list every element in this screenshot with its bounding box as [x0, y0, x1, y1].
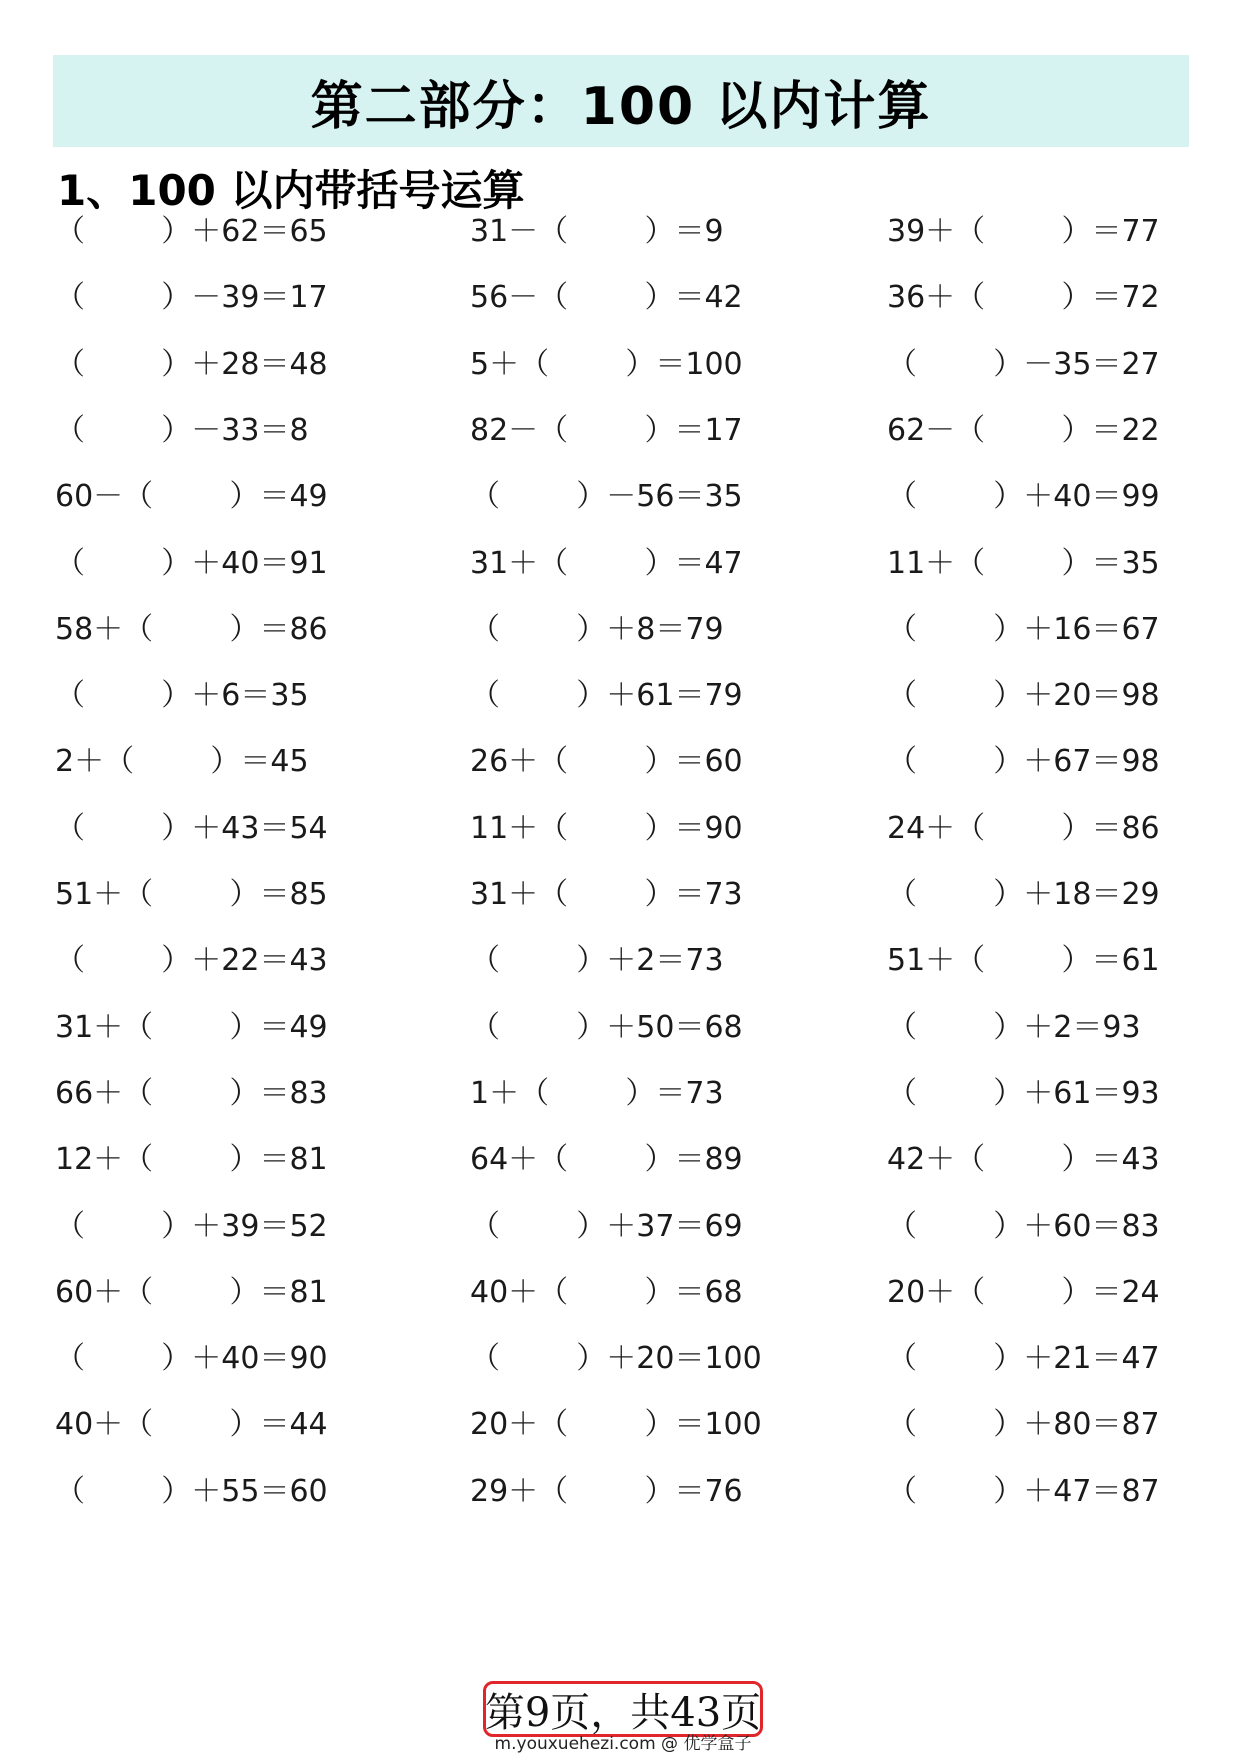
math-problem: （ ）＋6＝35 [55, 678, 309, 713]
section-heading: 1、100 以内带括号运算 [57, 166, 525, 215]
problem-row [0, 858, 1241, 932]
math-problem: 58＋（ ）＝86 [55, 612, 328, 647]
problem-row [0, 924, 1241, 998]
math-problem: （ ）－56＝35 [470, 479, 743, 514]
problem-row [0, 1388, 1241, 1462]
math-problem: （ ）＋16＝67 [887, 612, 1160, 647]
math-problem: 42＋（ ）＝43 [887, 1142, 1160, 1177]
problem-row [0, 1455, 1241, 1529]
math-problem: （ ）＋61＝93 [887, 1076, 1160, 1111]
watermark: m.youxuehezi.com @ 优学盒子 [494, 1734, 752, 1754]
math-problem: 40＋（ ）＝44 [55, 1407, 328, 1442]
math-problem: （ ）＋2＝93 [887, 1010, 1141, 1045]
math-problem: 31＋（ ）＝47 [470, 546, 743, 581]
problem-row [0, 1256, 1241, 1330]
math-problem: （ ）＋40＝90 [55, 1341, 328, 1376]
problem-row [0, 527, 1241, 601]
math-problem: 51＋（ ）＝85 [55, 877, 328, 912]
math-problem: （ ）＋47＝87 [887, 1474, 1160, 1509]
math-problem: 12＋（ ）＝81 [55, 1142, 328, 1177]
problem-row [0, 195, 1241, 269]
math-problem: 60－（ ）＝49 [55, 479, 328, 514]
math-problem: （ ）＋2＝73 [470, 943, 724, 978]
math-problem: （ ）＋67＝98 [887, 744, 1160, 779]
math-problem: （ ）＋20＝100 [470, 1341, 762, 1376]
math-problem: （ ）＋60＝83 [887, 1209, 1160, 1244]
math-problem: （ ）－35＝27 [887, 347, 1160, 382]
math-problem: 20＋（ ）＝100 [470, 1407, 762, 1442]
math-problem: （ ）＋43＝54 [55, 811, 328, 846]
math-problem: （ ）＋55＝60 [55, 1474, 328, 1509]
math-problem: （ ）－39＝17 [55, 280, 328, 315]
math-problem: （ ）＋22＝43 [55, 943, 328, 978]
math-problem: （ ）＋62＝65 [55, 214, 328, 249]
math-problem: 60＋（ ）＝81 [55, 1275, 328, 1310]
problem-row [0, 261, 1241, 335]
math-problem: （ ）－33＝8 [55, 413, 309, 448]
math-problem: （ ）＋18＝29 [887, 877, 1160, 912]
math-problem: （ ）＋8＝79 [470, 612, 724, 647]
math-problem: 11＋（ ）＝90 [470, 811, 743, 846]
math-problem: 31＋（ ）＝73 [470, 877, 743, 912]
math-problem: 2＋（ ）＝45 [55, 744, 309, 779]
math-problem: 26＋（ ）＝60 [470, 744, 743, 779]
math-problem: 51＋（ ）＝61 [887, 943, 1160, 978]
math-problem: （ ）＋39＝52 [55, 1209, 328, 1244]
math-problem: 56－（ ）＝42 [470, 280, 743, 315]
math-problem: 66＋（ ）＝83 [55, 1076, 328, 1111]
math-problem: 5＋（ ）＝100 [470, 347, 743, 382]
math-problem: （ ）＋40＝91 [55, 546, 328, 581]
problem-row [0, 792, 1241, 866]
problem-row [0, 1057, 1241, 1131]
math-problem: 20＋（ ）＝24 [887, 1275, 1160, 1310]
math-problem: （ ）＋50＝68 [470, 1010, 743, 1045]
problem-row [0, 460, 1241, 534]
math-problem: 82－（ ）＝17 [470, 413, 743, 448]
page-indicator: 第9页，共43页 [484, 1689, 762, 1736]
math-problem: （ ）＋20＝98 [887, 678, 1160, 713]
math-problem: （ ）＋21＝47 [887, 1341, 1160, 1376]
math-problem: （ ）＋28＝48 [55, 347, 328, 382]
problem-row [0, 328, 1241, 402]
math-problem: 62－（ ）＝22 [887, 413, 1160, 448]
math-problem: （ ）＋37＝69 [470, 1209, 743, 1244]
math-problem: 36＋（ ）＝72 [887, 280, 1160, 315]
math-problem: （ ）＋80＝87 [887, 1407, 1160, 1442]
problem-row [0, 1190, 1241, 1264]
problem-row [0, 1322, 1241, 1396]
math-problem: 24＋（ ）＝86 [887, 811, 1160, 846]
problem-row [0, 659, 1241, 733]
problem-row [0, 1123, 1241, 1197]
math-problem: 64＋（ ）＝89 [470, 1142, 743, 1177]
page-title: 第二部分：100 以内计算 [310, 76, 932, 137]
math-problem: 29＋（ ）＝76 [470, 1474, 743, 1509]
math-problem: 1＋（ ）＝73 [470, 1076, 724, 1111]
math-problem: （ ）＋61＝79 [470, 678, 743, 713]
math-problem: 39＋（ ）＝77 [887, 214, 1160, 249]
problem-row [0, 725, 1241, 799]
math-problem: 40＋（ ）＝68 [470, 1275, 743, 1310]
math-problem: 31＋（ ）＝49 [55, 1010, 328, 1045]
math-problem: 31－（ ）＝9 [470, 214, 724, 249]
math-problem: （ ）＋40＝99 [887, 479, 1160, 514]
problem-row [0, 593, 1241, 667]
math-problem: 11＋（ ）＝35 [887, 546, 1160, 581]
problem-row [0, 991, 1241, 1065]
problem-row [0, 394, 1241, 468]
